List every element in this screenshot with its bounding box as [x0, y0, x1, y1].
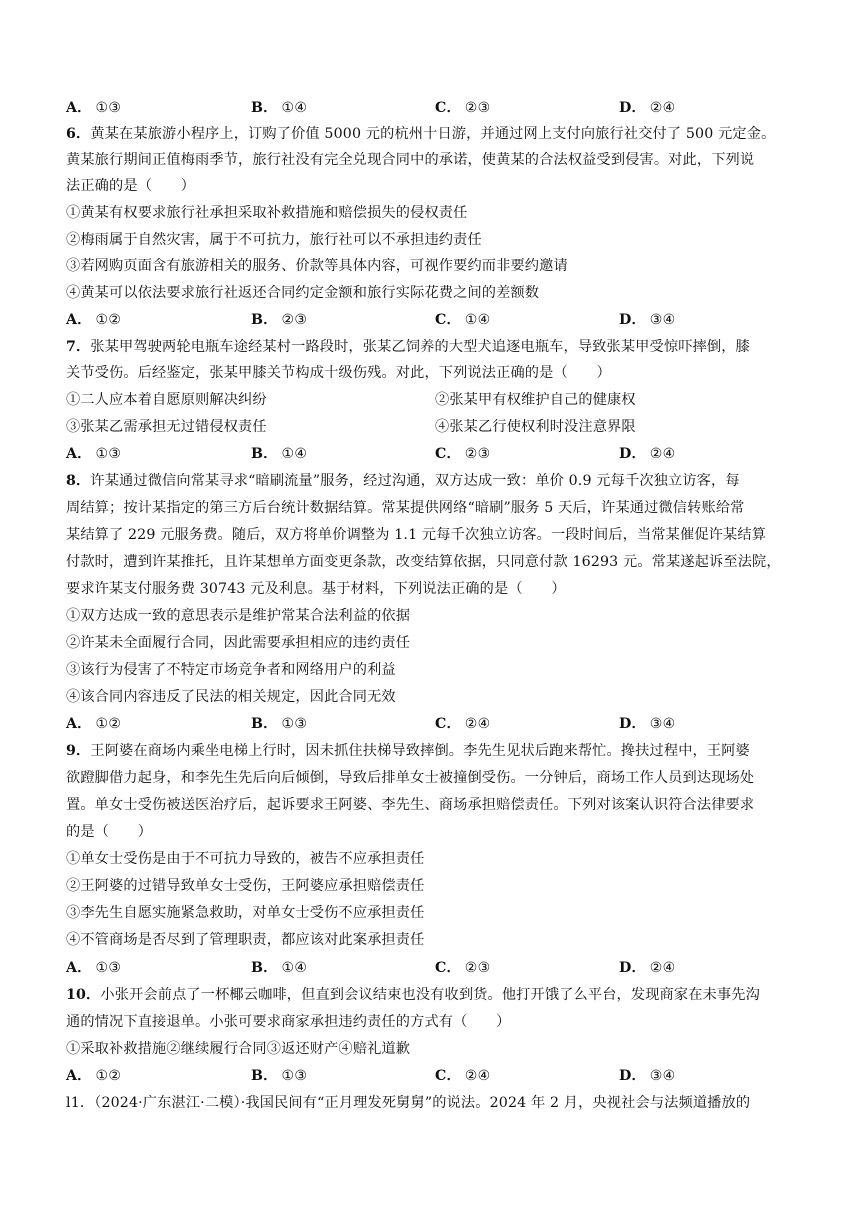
option-c[interactable]: C． ①④: [435, 312, 491, 328]
q7-statements-row: [66, 417, 806, 437]
question-number: 8．: [66, 473, 91, 489]
option-c[interactable]: C． ②④: [435, 1068, 491, 1084]
q7-statement: ④张某乙行使权利时没注意界限: [435, 419, 636, 435]
q10-options: [66, 1066, 806, 1086]
option-b[interactable]: B． ①③: [251, 716, 308, 732]
option-c[interactable]: C． ②③: [435, 960, 491, 976]
q8-stem-line: 要求许某支付服务费 30743 元及利息。基于材料，下列说法正确的是（ ）: [66, 581, 566, 597]
question-number: 9．: [66, 743, 91, 759]
option-a[interactable]: A． ①②: [66, 1068, 122, 1084]
q8-statement: ④该合同内容违反了民法的相关规定，因此合同无效: [66, 689, 396, 705]
q8-stem-line: 某结算了 229 元服务费。随后，双方将单价调整为 1.1 元每千次独立访客。一段时间后，当常某催促许某结算: [66, 527, 767, 543]
q8-statement: ②许某未全面履行合同，因此需要承担相应的违约责任: [66, 635, 411, 651]
option-d[interactable]: D． ③④: [619, 312, 676, 328]
q6-statement: ③若网购页面含有旅游相关的服务、价款等具体内容，可视作要约而非要约邀请: [66, 258, 568, 274]
option-c[interactable]: C． ②③: [435, 446, 491, 462]
q11-stem-line: l1．（2024·广东湛江·二模）·我国民间有“正月理发死舅舅”的说法。2024 年 2 月，央视社会与法频道播放的: [66, 1095, 751, 1111]
option-b[interactable]: B． ①④: [251, 960, 308, 976]
q9-stem-line: 置。单女士受伤被送医治疗后，起诉要求王阿婆、李先生、商场承担赔偿责任。下列对该案认识符合法律要求: [66, 797, 755, 813]
q8-stem-line: 周结算；按计某指定的第三方后台统计数据结算。常某提供网络“暗刷”服务 5 天后，许某通过微信转账给常: [66, 500, 745, 516]
q7-stem-line: 关节受伤。后经鉴定，张某甲膝关节构成十级伤残。对此，下列说法正确的是（ ）: [66, 365, 611, 381]
q7-stem-line: 7．张某甲驾驶两轮电瓶车途经某村一路段时，张某乙饲养的大型犬追逐电瓶车，导致张某甲受惊吓摔倒，膝: [66, 339, 750, 355]
q6-stem-line: 法正确的是（ ）: [66, 178, 196, 194]
q8-options: [66, 714, 806, 734]
q9-statement: ④不管商场是否尽到了管理职责，都应该对此案承担责任: [66, 932, 425, 948]
q7-statement: ①二人应本着自愿原则解决纠纷: [66, 392, 267, 408]
option-d[interactable]: D． ③④: [619, 716, 676, 732]
q10-statement: ①采取补救措施②继续履行合同③返还财产④赔礼道歉: [66, 1041, 411, 1057]
q9-statement: ③李先生自愿实施紧急救助，对单女士受伤不应承担责任: [66, 905, 425, 921]
option-a[interactable]: A． ①③: [66, 446, 122, 462]
option-b[interactable]: B． ②③: [251, 312, 308, 328]
option-d[interactable]: D． ②④: [619, 960, 676, 976]
q6-statement: ②梅雨属于自然灾害，属于不可抗力，旅行社可以不承担违约责任: [66, 232, 482, 248]
q6-statement: ④黄某可以依法要求旅行社返还合同约定金额和旅行实际花费之间的差额数: [66, 285, 540, 301]
option-d[interactable]: D． ②④: [619, 100, 676, 116]
question-number: 6．: [66, 126, 91, 142]
q7-statement: ③张某乙需承担无过错侵权责任: [66, 419, 267, 435]
q8-stem-line: 付款时，遭到许某推托，且许某想单方面变更条款，改变结算依据，只同意付款 16293 元。常某遂起诉至法院，: [66, 554, 781, 570]
option-d[interactable]: D． ③④: [619, 1068, 676, 1084]
option-c[interactable]: C． ②③: [435, 100, 491, 116]
option-b[interactable]: B． ①③: [251, 1068, 308, 1084]
q9-stem-line: 的是（ ）: [66, 824, 153, 840]
q9-statement: ②王阿婆的过错导致单女士受伤，王阿婆应承担赔偿责任: [66, 878, 425, 894]
q6-statement: ①黄某有权要求旅行社承担采取补救措施和赔偿损失的侵权责任: [66, 205, 468, 221]
q7-statements-row: [66, 390, 806, 410]
option-b[interactable]: B． ①④: [251, 100, 308, 116]
q6-stem-line: 6．黄某在某旅游小程序上，订购了价值 5000 元的杭州十日游，并通过网上支付向旅行社交付了 500 元定金。: [66, 126, 776, 142]
option-a[interactable]: A． ①②: [66, 716, 122, 732]
option-a[interactable]: A． ①③: [66, 960, 122, 976]
q9-statement: ①单女士受伤是由于不可抗力导致的，被告不应承担责任: [66, 851, 425, 867]
q9-options: [66, 958, 806, 978]
option-d[interactable]: D． ②④: [619, 446, 676, 462]
option-a[interactable]: A． ①②: [66, 312, 122, 328]
q8-statement: ③该行为侵害了不特定市场竞争者和网络用户的利益: [66, 662, 396, 678]
option-c[interactable]: C． ②④: [435, 716, 491, 732]
q5-options: [66, 98, 806, 118]
option-a[interactable]: A． ①③: [66, 100, 122, 116]
question-number: 10．: [66, 987, 101, 1003]
q9-stem-line: 9．王阿婆在商场内乘坐电梯上行时，因未抓住扶梯导致摔倒。李先生见状后跑来帮忙。搀扶过程中，王阿婆: [66, 743, 750, 759]
q10-stem-line: 通的情况下直接退单。小张可要求商家承担违约责任的方式有（ ）: [66, 1014, 511, 1030]
q8-stem-line: 8．许某通过微信向常某寻求“暗刷流量”服务，经过沟通，双方达成一致：单价 0.9 元每千次独立访客，每: [66, 473, 740, 489]
q10-stem-line: 10．小张开会前点了一杯椰云咖啡，但直到会议结束也没有收到货。他打开饿了么平台，发现商家在未事先沟: [66, 987, 760, 1003]
question-number: 7．: [66, 339, 91, 355]
q8-statement: ①双方达成一致的意思表示是维护常某合法利益的依据: [66, 608, 411, 624]
q9-stem-line: 欲蹬脚借力起身，和李先生先后向后倾倒，导致后排单女士被撞倒受伤。一分钟后，商场工作人员到达现场处: [66, 770, 755, 786]
option-b[interactable]: B． ①④: [251, 446, 308, 462]
q6-stem-line: 黄某旅行期间正值梅雨季节，旅行社没有完全兑现合同中的承诺，使黄某的合法权益受到侵害。对此，下列说: [66, 152, 755, 168]
q7-options: [66, 444, 806, 464]
q6-options: [66, 310, 806, 330]
q7-statement: ②张某甲有权维护自己的健康权: [435, 392, 636, 408]
